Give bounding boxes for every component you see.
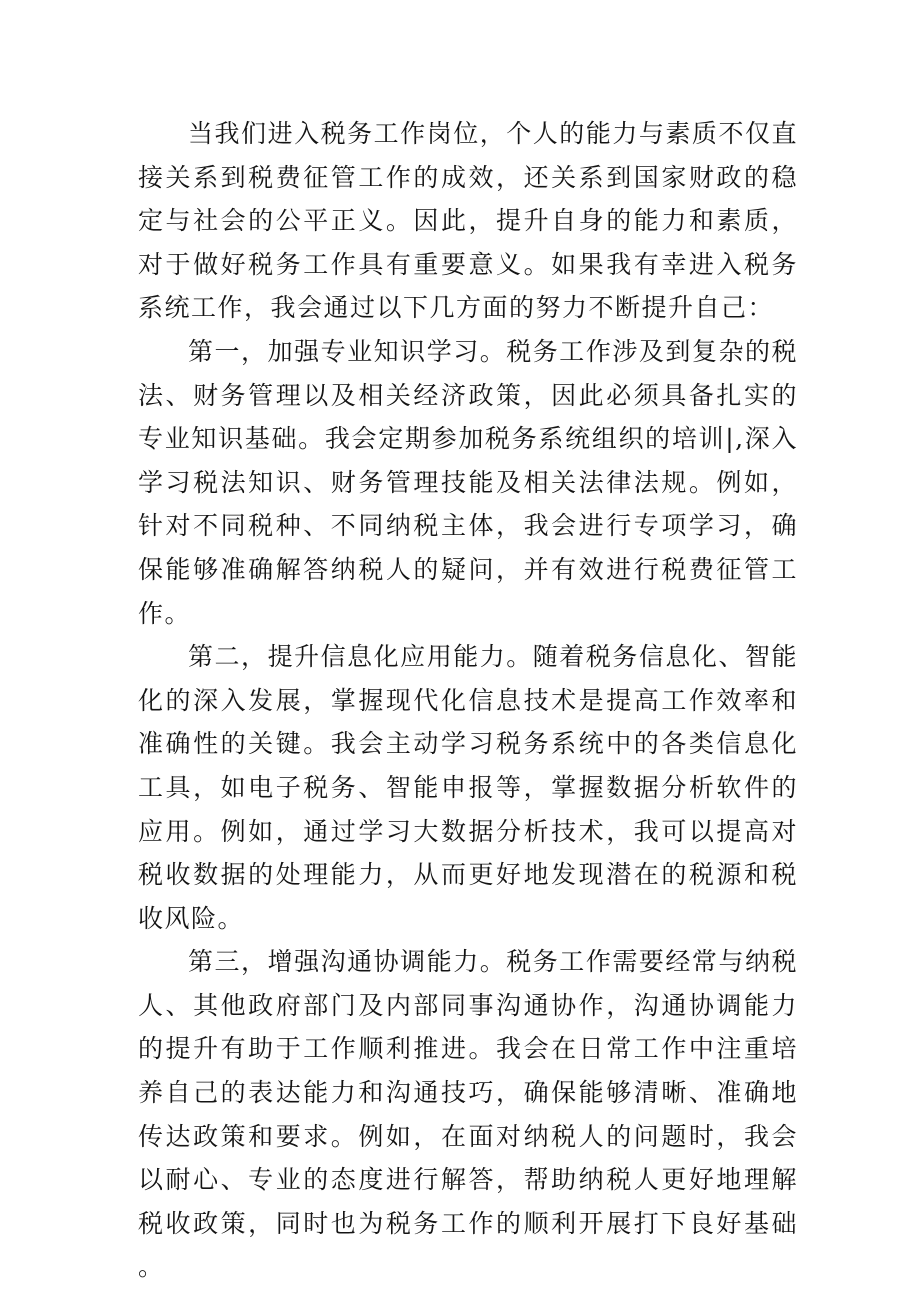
paragraph-point-2: 第二，提升信息化应用能力。随着税务信息化、智能化的深入发展，掌握现代化信息技术是提高工作效率和准确性的关键。我会主动学习税务系统中的各类信息化工具，如电子税务、智能申报等，掌握数据分析软件的应用。例如，通过学习大数据分析技术，我可以提高对税收数据的处理能力，从而更好地发现潜在的税源和税收风险。 [138, 642, 798, 933]
paragraph-point-3: 第三，增强沟通协调能力。税务工作需要经常与纳税人、其他政府部门及内部同事沟通协作，沟通协调能力的提升有助于工作顺利推进。我会在日常工作中注重培养自己的表达能力和沟通技巧，确保能够清晰、准确地传达政策和要求。例如，在面对纳税人的问题时，我会以耐心、专业的态度进行解答，帮助纳税人更好地理解税收政策，同时也为税务工作的顺利开展打下良好基础。 [138, 947, 798, 1282]
document-body [138, 112, 798, 1289]
paragraph-intro: 当我们进入税务工作岗位，个人的能力与素质不仅直接关系到税费征管工作的成效，还关系到国家财政的稳定与社会的公平正义。因此，提升自身的能力和素质，对于做好税务工作具有重要意义。如果我有幸进入税务系统工作，我会通过以下几方面的努力不断提升自己： [138, 119, 798, 323]
paragraph-point-1: 第一，加强专业知识学习。税务工作涉及到复杂的税法、财务管理以及相关经济政策，因此必须具备扎实的专业知识基础。我会定期参加税务系统组织的培训|,深入学习税法知识、财务管理技能及相关法律法规。例如，针对不同税种、不同纳税主体，我会进行专项学习，确保能够准确解答纳税人的疑问，并有效进行税费征管工作。 [138, 336, 798, 628]
